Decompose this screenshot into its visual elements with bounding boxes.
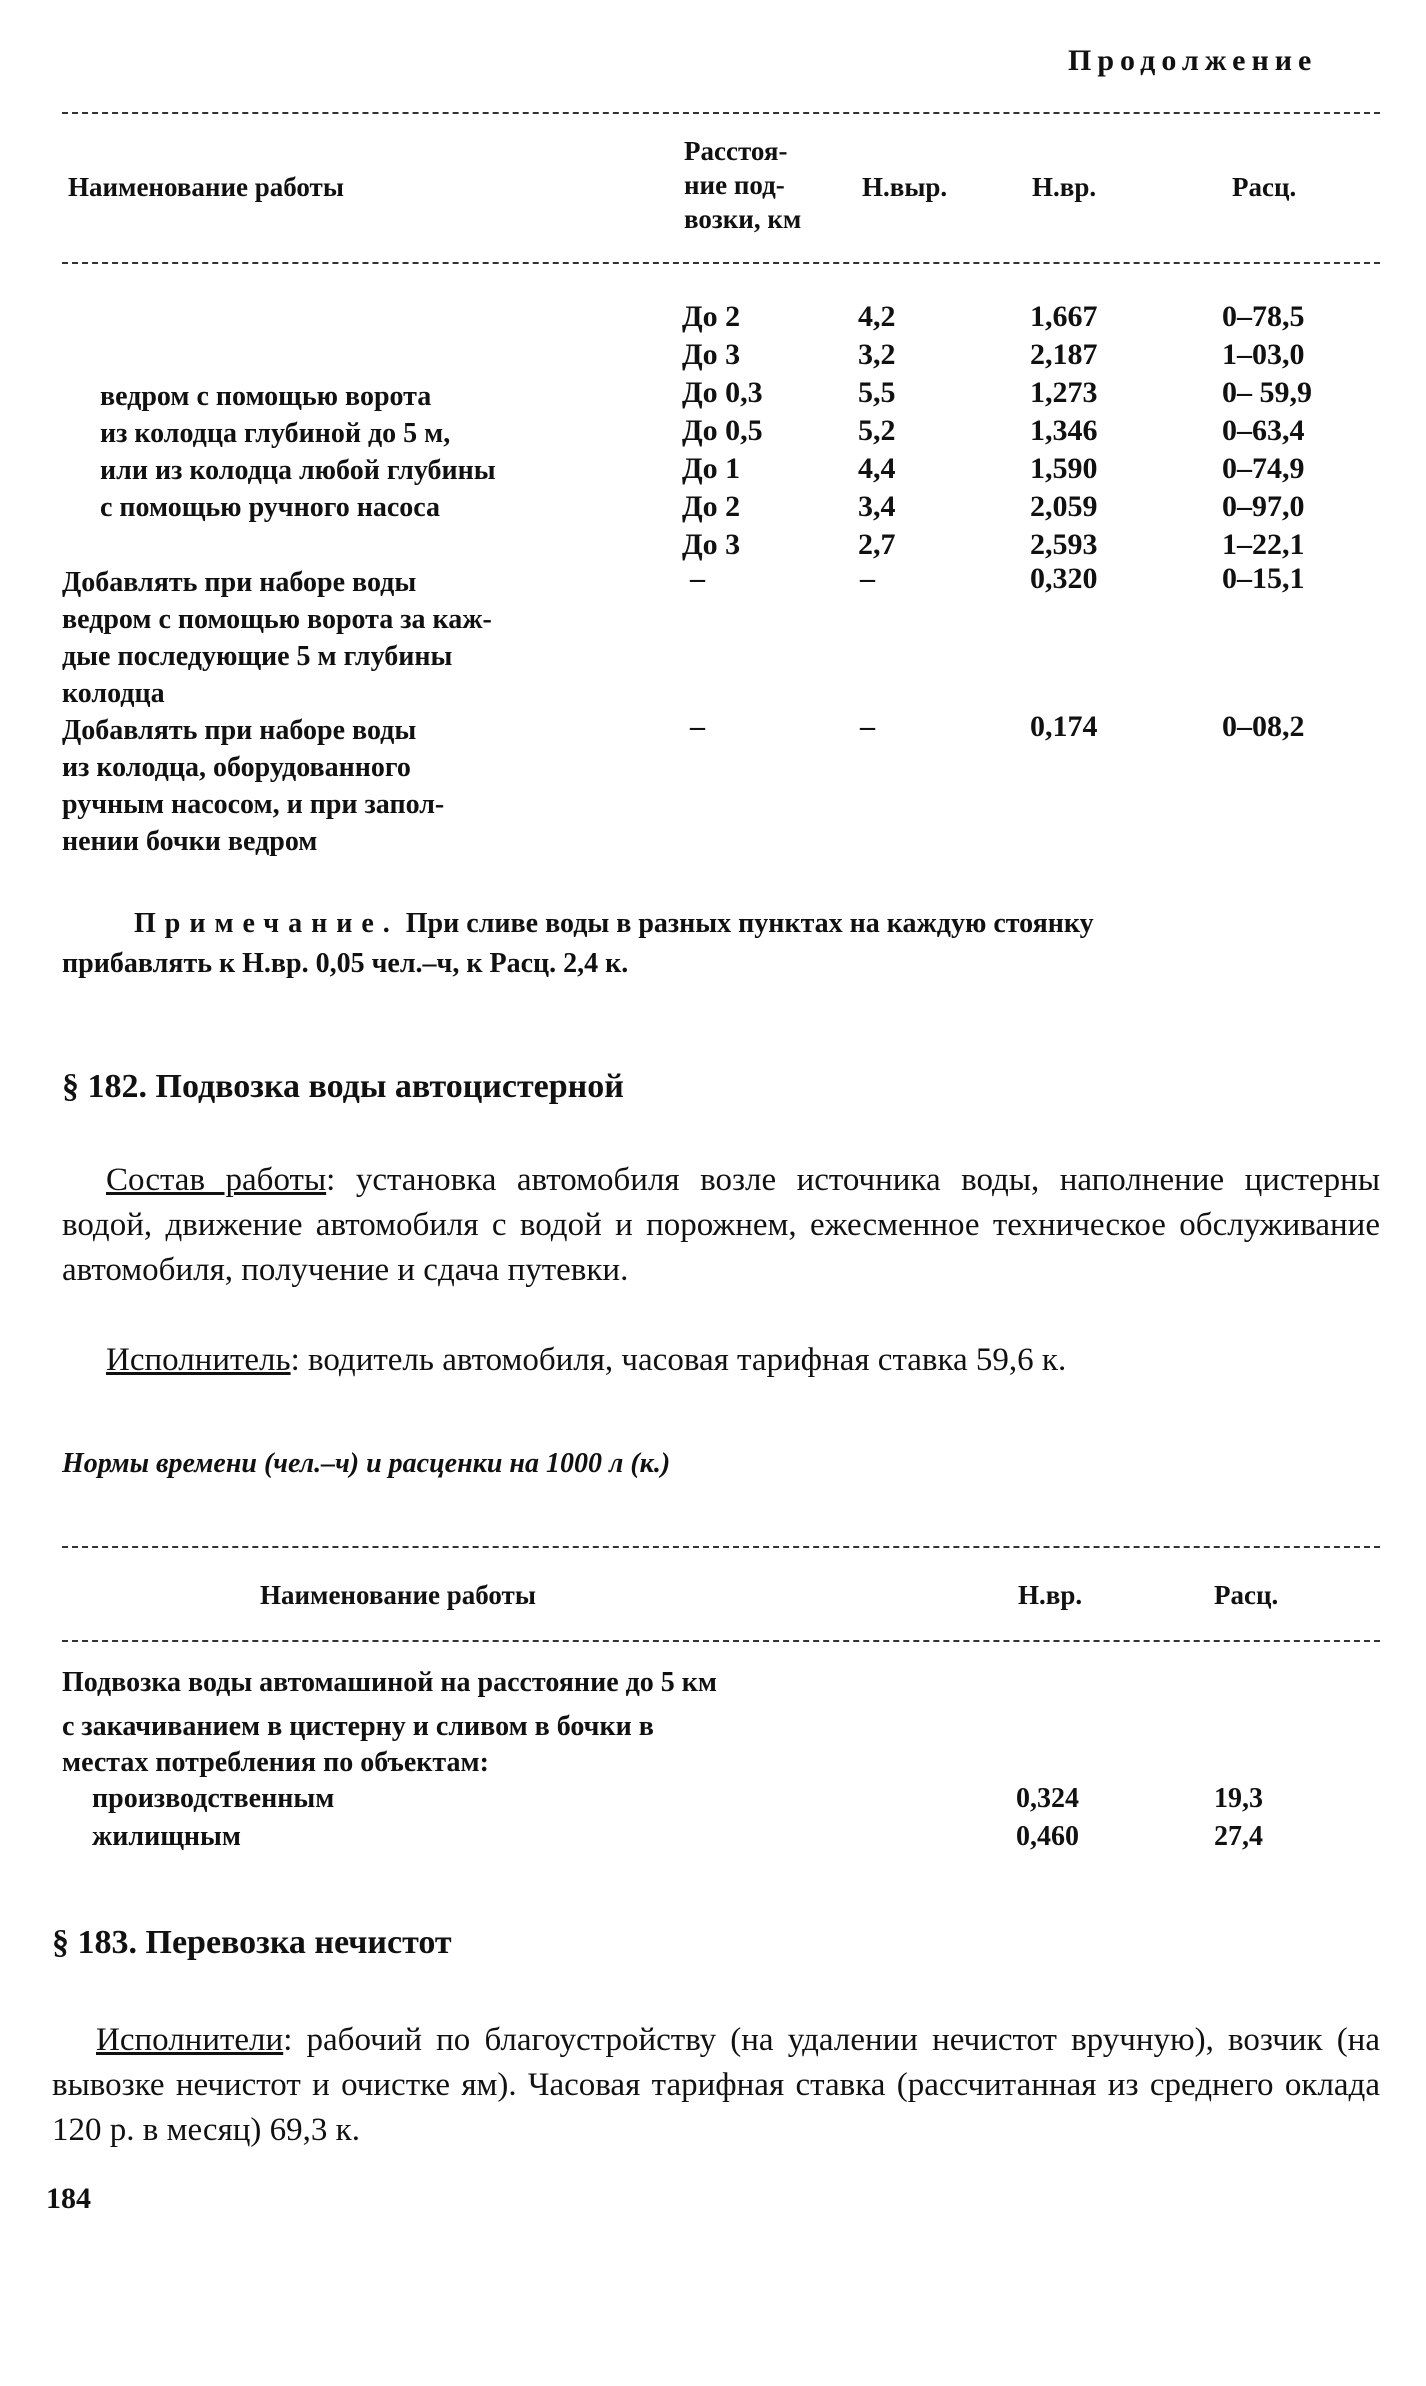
table1-add2-rate: 0–08,2 xyxy=(1222,710,1305,743)
executor-label: Исполнитель xyxy=(106,1342,291,1378)
section-182-executor: Исполнитель: водитель автомобиля, часовая тарифная ставка 59,6 к. xyxy=(106,1342,1067,1378)
table1-top-rule xyxy=(62,112,1380,114)
table1-add2-label: Добавлять при наборе воды из колодца, оборудованного ручным насосом, и при запол- нении бочки ведром xyxy=(62,715,445,857)
table2-caption: Нормы времени (чел.–ч) и расценки на 1000 л (к.) xyxy=(62,1448,671,1479)
table2-row-rate: 27,4 xyxy=(1214,1821,1263,1852)
table1-cell-output: 4,4 xyxy=(858,452,896,485)
table1-cell-distance: До 0,3 xyxy=(682,376,763,409)
page-header: Продолжение xyxy=(1068,44,1318,77)
table1-cell-output: 5,2 xyxy=(858,414,896,447)
table1-header-rule xyxy=(62,262,1380,264)
table2-row-rate: 19,3 xyxy=(1214,1783,1263,1814)
table1-cell-rate: 1–22,1 xyxy=(1222,528,1305,561)
table1-cell-rate: 0– 59,9 xyxy=(1222,376,1312,409)
section-183-title: § 183. Перевозка нечистот xyxy=(52,1924,452,1961)
table2-header-time: Н.вр. xyxy=(1018,1580,1083,1610)
table1-cell-distance: До 0,5 xyxy=(682,414,763,447)
table1-cell-rate: 0–78,5 xyxy=(1222,300,1305,333)
table2-row-time: 0,460 xyxy=(1016,1821,1079,1852)
table1-add1-rate: 0–15,1 xyxy=(1222,562,1305,595)
table1-add1-label: Добавлять при наборе воды ведром с помощью ворота за каж- дые последующие 5 м глубины колодца xyxy=(62,567,492,709)
table1-add1-time: 0,320 xyxy=(1030,562,1098,595)
table1-cell-time: 2,593 xyxy=(1030,528,1098,561)
table1-add2-out: – xyxy=(860,710,875,743)
table1-cell-output: 3,2 xyxy=(858,338,896,371)
table1-group-label: ведром с помощью ворота из колодца глубиной до 5 м, или из колодца любой глубины с помощью ручного насоса xyxy=(100,381,496,523)
table1-cell-rate: 0–74,9 xyxy=(1222,452,1305,485)
executors-label: Исполнители xyxy=(96,2022,284,2058)
table2-header-rate: Расц. xyxy=(1214,1580,1279,1610)
table1-cell-distance: До 3 xyxy=(682,528,741,561)
table1-header-output: Н.выр. xyxy=(862,172,948,202)
table1-cell-distance: До 2 xyxy=(682,300,741,333)
table2-line1: Подвозка воды автомашиной на расстояние до 5 км xyxy=(62,1667,717,1698)
table1-cell-time: 1,590 xyxy=(1030,452,1098,485)
table1-row xyxy=(0,336,1426,374)
table1-add1-out: – xyxy=(860,562,875,595)
table1-cell-rate: 0–97,0 xyxy=(1222,490,1305,523)
table1-add2-time: 0,174 xyxy=(1030,710,1098,743)
table1-header-distance: Расстоя- ние под- возки, км xyxy=(684,136,802,234)
table1-cell-output: 3,4 xyxy=(858,490,896,523)
section-183-executors: Исполнители: рабочий по благоустройству (на удалении нечистот вручную), возчик (на вывозке нечистот и очистке ям). Часовая тарифная ставка (рассчитанная из среднего оклада 120 р. в месяц) 69,3 к. xyxy=(52,2022,1380,2148)
note: Примечание. При сливе воды в разных пунктах на каждую стоянку прибавлять к Н.вр. 0,05 чел.–ч, к Расц. 2,4 к. xyxy=(62,908,1094,979)
table1-cell-time: 2,187 xyxy=(1030,338,1098,371)
table2-row-name: жилищным xyxy=(92,1821,241,1852)
table1-cell-distance: До 2 xyxy=(682,490,741,523)
table2-header-name: Наименование работы xyxy=(260,1580,536,1610)
composition-label: Состав работы xyxy=(106,1162,327,1198)
table1-cell-output: 4,2 xyxy=(858,300,896,333)
table1-cell-distance: До 1 xyxy=(682,452,741,485)
table1-row xyxy=(0,526,1426,564)
table1-cell-distance: До 3 xyxy=(682,338,741,371)
table1-cell-output: 2,7 xyxy=(858,528,896,561)
table1-cell-time: 2,059 xyxy=(1030,490,1098,523)
page-number: 184 xyxy=(46,2182,91,2215)
table1-row xyxy=(0,298,1426,336)
table2-row-time: 0,324 xyxy=(1016,1783,1079,1814)
table1-header-name: Наименование работы xyxy=(68,172,344,202)
table1-cell-time: 1,346 xyxy=(1030,414,1098,447)
table1-cell-rate: 1–03,0 xyxy=(1222,338,1305,371)
table2-header-rule xyxy=(62,1640,1380,1642)
table1-cell-rate: 0–63,4 xyxy=(1222,414,1305,447)
table1-add2-dist: – xyxy=(690,710,705,743)
section-182-title: § 182. Подвозка воды автоцистерной xyxy=(62,1068,624,1105)
note-label: Примечание. xyxy=(134,908,399,939)
table2-line2: с закачиванием в цистерну и сливом в бочки в xyxy=(62,1711,654,1742)
table1-cell-time: 1,273 xyxy=(1030,376,1098,409)
table1-add1-dist: – xyxy=(690,562,705,595)
section-182-composition: Состав работы: установка автомобиля возле источника воды, наполнение цистерны водой, движение автомобиля с водой и порожнем, ежесменное техническое обслуживание автомобиля, получение и сдача путевки. xyxy=(62,1162,1380,1288)
table2-top-rule xyxy=(62,1546,1380,1548)
table1-header-time: Н.вр. xyxy=(1032,172,1097,202)
table2-line3: местах потребления по объектам: xyxy=(62,1747,489,1778)
table1-cell-time: 1,667 xyxy=(1030,300,1098,333)
table1-cell-output: 5,5 xyxy=(858,376,896,409)
table2-row-name: производственным xyxy=(92,1783,335,1814)
table1-header-rate: Расц. xyxy=(1232,172,1297,202)
